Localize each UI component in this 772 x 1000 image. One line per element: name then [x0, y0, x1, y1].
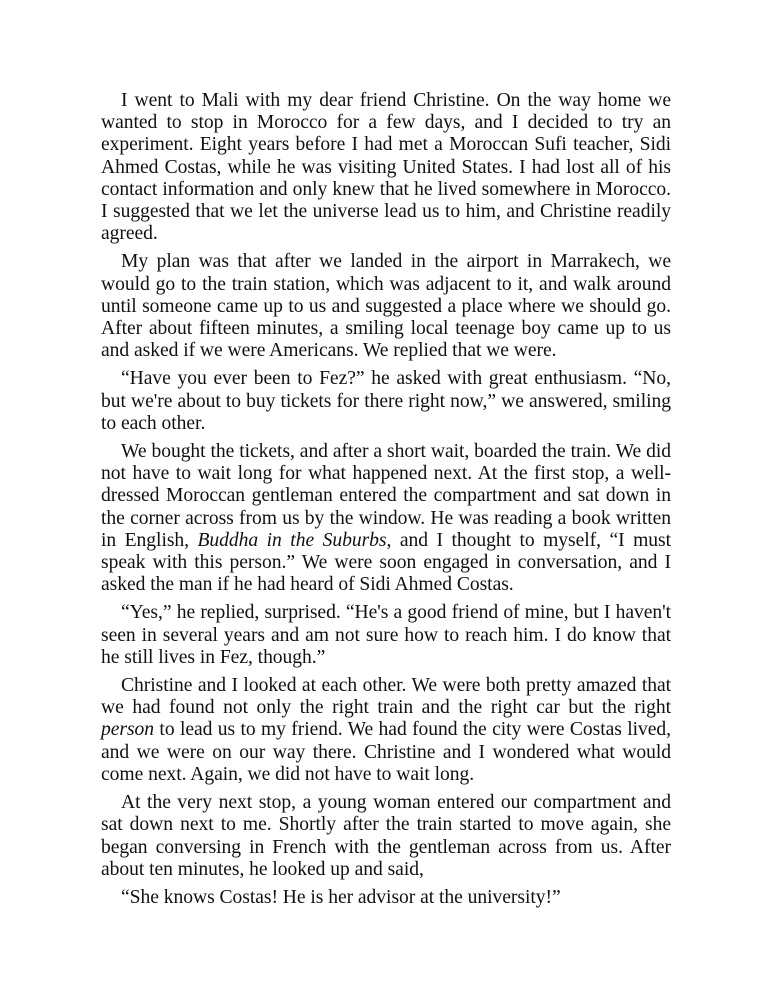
paragraph-text: At the very next stop, a young woman entered our compartment and sat down next to me. Shortly after the train started to move again, she began conversing in French with the gentleman across from us. After about ten minutes, he looked up and said, [101, 792, 671, 880]
emphasis-word: person [101, 719, 155, 741]
paragraph-text: My plan was that after we landed in the airport in Marrakech, we would go to the train station, which was adjacent to it, and walk around until someone came up to us and suggested a place where we should go. After about fifteen minutes, a smiling local teenage boy came up to us and asked if we were Americans. We replied that we were. [101, 251, 671, 362]
paragraph-1 [101, 90, 671, 245]
paragraph-7 [101, 792, 671, 881]
book-title: Buddha in the Suburbs [197, 529, 387, 551]
paragraph-4 [101, 441, 671, 596]
paragraph-2 [101, 251, 671, 362]
paragraph-5 [101, 602, 671, 669]
paragraph-8 [101, 887, 671, 909]
paragraph-text: Christine and I looked at each other. We were both pretty amazed that we had found not only the right train and the right car but the right [101, 675, 671, 719]
body-text [101, 90, 671, 915]
paragraph-text: We bought the tickets, and after a short wait, boarded the train. We did not have to wait long for what happened next. At the first stop, a well-dressed Moroccan gentleman entered the compartment and sat down in the corner across from us by the window. He was reading a book written in English, [101, 441, 671, 551]
paragraph-text: “Have you ever been to Fez?” he asked with great enthusiasm. “No, but we're about to buy tickets for there right now,” we answered, smiling to each other. [101, 368, 671, 434]
paragraph-3 [101, 368, 671, 435]
paragraph-text: to lead us to my friend. We had found the city were Costas lived, and we were on our way there. Christine and I wondered what would come next. Again, we did not have to wait long. [101, 719, 671, 785]
paragraph-text: “She knows Costas! He is her advisor at the university!” [121, 886, 561, 908]
paragraph-6 [101, 675, 671, 786]
paragraph-text: I went to Mali with my dear friend Christine. On the way home we wanted to stop in Morocco for a few days, and I decided to try an experiment. Eight years before I had met a Moroccan Sufi teacher, Sidi Ahmed Costas, while he was visiting United States. I had lost all of his contact information and only knew that he lived somewhere in Morocco. I suggested that we let the universe lead us to him, and Christine readily agreed. [101, 90, 671, 245]
paragraph-text: “Yes,” he replied, surprised. “He's a good friend of mine, but I haven't seen in several years and am not sure how to reach him. I do know that he still lives in Fez, though.” [101, 602, 671, 668]
paragraph-text: , and I thought to myself, “I must speak with this person.” We were soon engaged in conversation, and I asked the man if he had heard of Sidi Ahmed Costas. [101, 529, 671, 596]
